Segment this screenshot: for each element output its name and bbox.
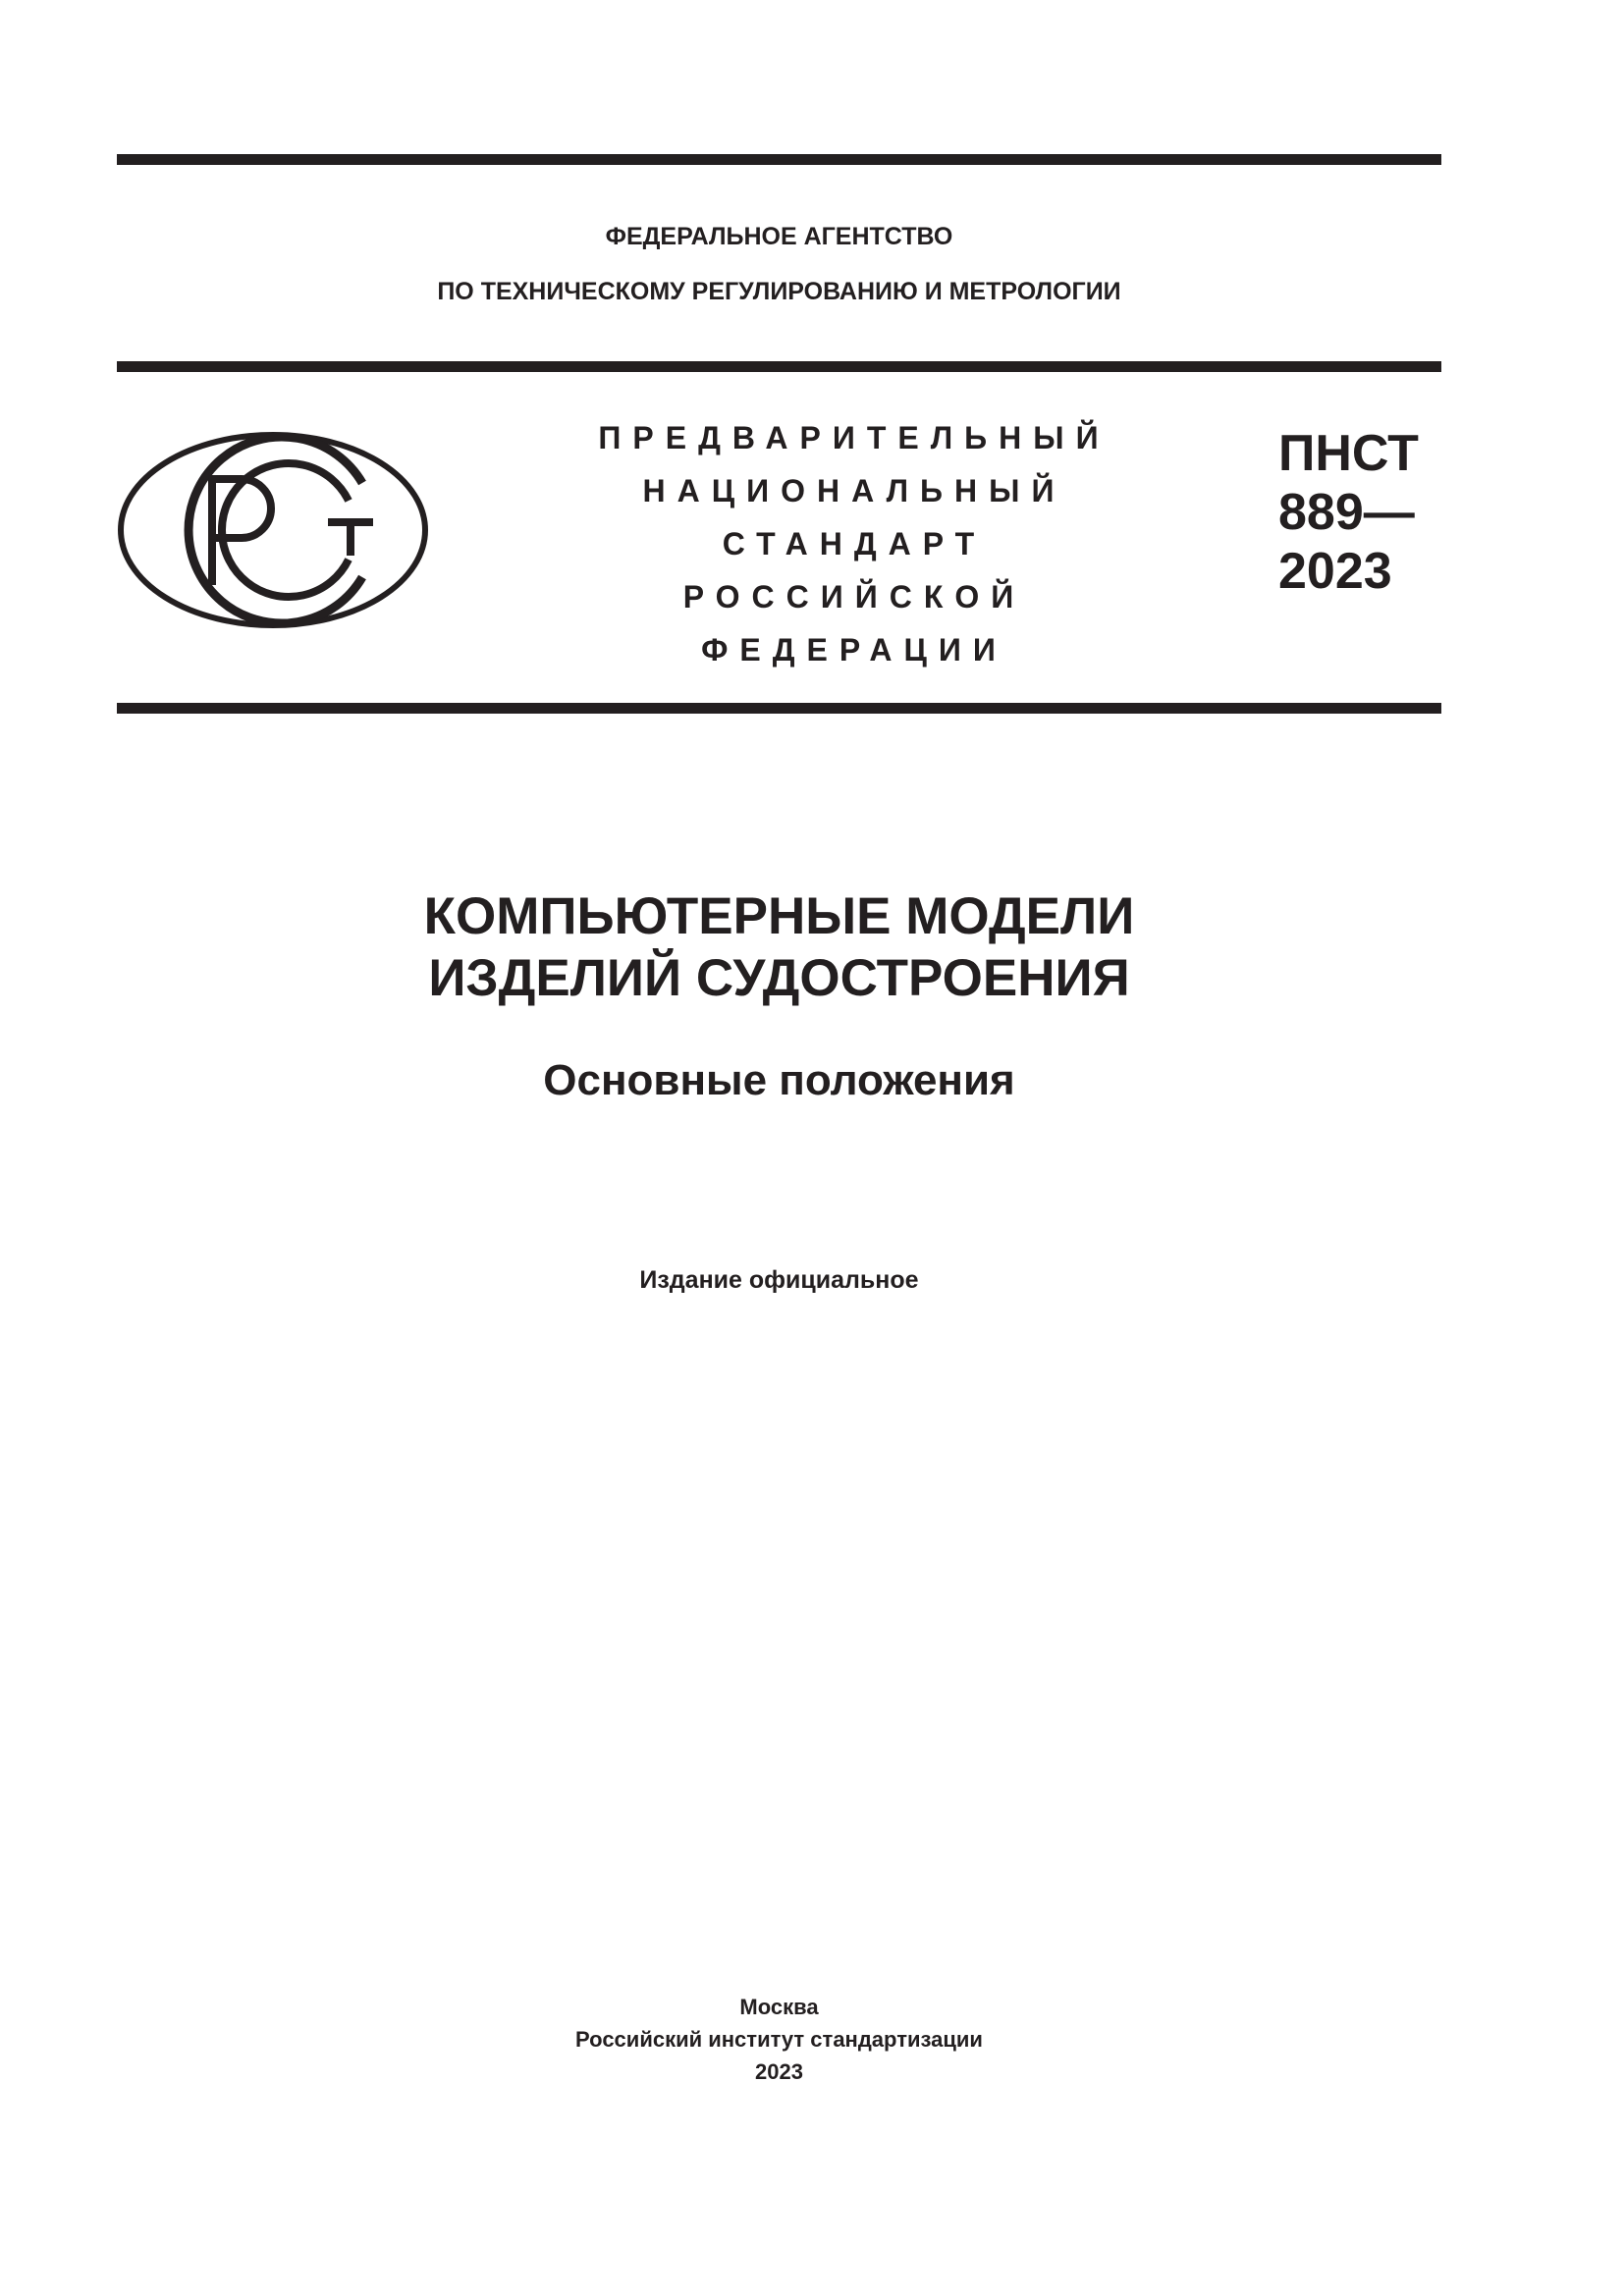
imprint-publisher: Российский институт стандартизации bbox=[575, 2027, 983, 2052]
standard-type-line: ФЕДЕРАЦИИ bbox=[701, 632, 1007, 667]
imprint bbox=[117, 1991, 1441, 2088]
standard-designation bbox=[1278, 424, 1419, 601]
title-line-2: ИЗДЕЛИЙ СУДОСТРОЕНИЯ bbox=[428, 949, 1130, 1007]
designation-prefix: ПНСТ bbox=[1278, 425, 1419, 482]
document-title bbox=[117, 885, 1441, 1009]
section-rule bbox=[117, 703, 1441, 714]
title-line-1: КОМПЬЮТЕРНЫЕ МОДЕЛИ bbox=[423, 887, 1135, 945]
agency-name-line-1: ФЕДЕРАЛЬНОЕ АГЕНТСТВО bbox=[605, 223, 953, 250]
document-subtitle: Основные положения bbox=[543, 1056, 1015, 1104]
imprint-year: 2023 bbox=[755, 2059, 803, 2084]
edition-note: Издание официальное bbox=[639, 1266, 919, 1294]
rst-logo bbox=[116, 430, 430, 630]
header-rule bbox=[117, 361, 1441, 372]
designation-year: 2023 bbox=[1278, 543, 1392, 600]
standard-type bbox=[589, 420, 1119, 685]
standard-type-line: ПРЕДВАРИТЕЛЬНЫЙ bbox=[598, 420, 1110, 455]
rst-mark-icon bbox=[116, 430, 430, 630]
designation-number: 889— bbox=[1278, 484, 1415, 541]
standard-type-line: РОССИЙСКОЙ bbox=[682, 579, 1026, 614]
imprint-city: Москва bbox=[739, 1995, 819, 2019]
agency-name-line-2: ПО ТЕХНИЧЕСКОМУ РЕГУЛИРОВАНИЮ И МЕТРОЛОГИИ bbox=[437, 278, 1121, 305]
standard-type-line: СТАНДАРТ bbox=[722, 526, 987, 561]
standard-type-line: НАЦИОНАЛЬНЫЙ bbox=[642, 473, 1066, 508]
top-rule bbox=[117, 154, 1441, 165]
